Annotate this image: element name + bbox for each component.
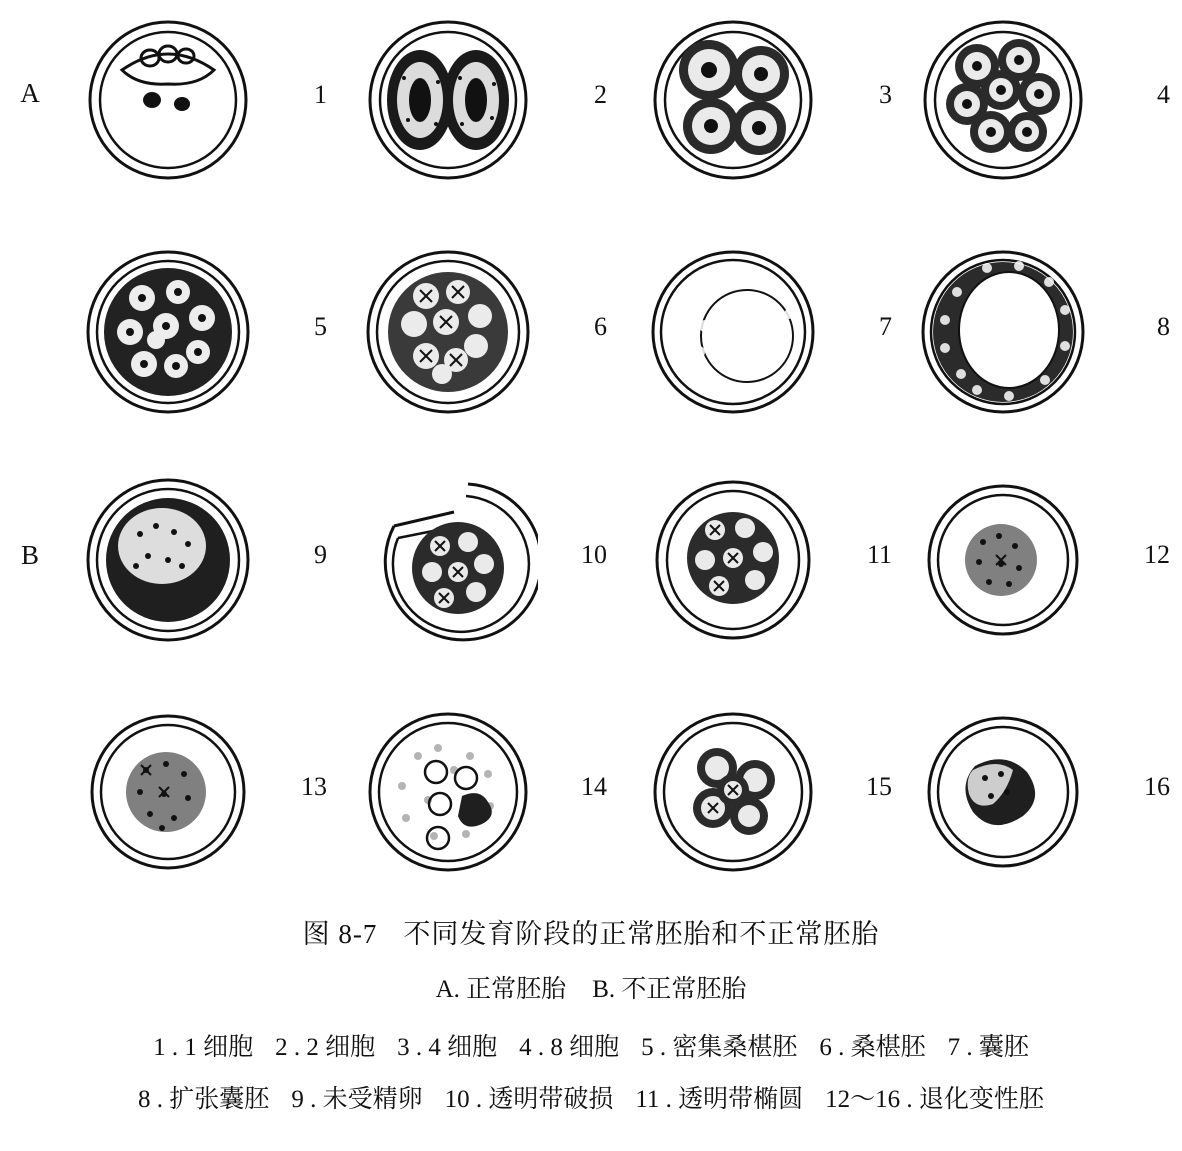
- panel-15: [625, 700, 910, 890]
- embryo-drawing-16: [913, 700, 1093, 885]
- embryo-drawing-8: [913, 240, 1093, 425]
- panel-row-2: [0, 240, 1182, 430]
- legend-item-6: 6 . 桑椹胚: [819, 1034, 926, 1061]
- group-label-a: A: [20, 78, 40, 108]
- legend-item-8: 8 . 扩张囊胚: [138, 1086, 270, 1113]
- embryo-drawing-14: [358, 700, 538, 885]
- embryo-drawing-13: [78, 700, 258, 885]
- panel-row-4: [0, 700, 1182, 890]
- panel-number-4: 4: [1157, 80, 1170, 109]
- panel-number-7: 7: [879, 312, 892, 341]
- legend-line-2: [0, 1079, 1182, 1115]
- panel-number-8: 8: [1157, 312, 1170, 341]
- legend-item-12-16: 12～16 . 退化变性胚: [825, 1086, 1044, 1113]
- panel-number-11: 11: [866, 540, 892, 569]
- legend-item-11: 11 . 透明带椭圆: [635, 1086, 804, 1113]
- panel-number-13: 13: [301, 772, 327, 801]
- embryo-drawing-15: [643, 700, 823, 885]
- panel-13: [60, 700, 345, 890]
- panel-12: [895, 468, 1180, 658]
- panel-number-3: 3: [879, 80, 892, 109]
- legend-item-10: 10 . 透明带破损: [444, 1086, 614, 1113]
- legend-item-3: 3 . 4 细胞: [397, 1034, 498, 1061]
- embryo-drawing-2: [358, 8, 538, 193]
- group-a-legend: A. 正常胚胎: [435, 976, 567, 1003]
- panel-9: [60, 468, 345, 658]
- embryo-drawing-9: [78, 468, 258, 653]
- panel-number-14: 14: [581, 772, 607, 801]
- panel-number-16: 16: [1144, 772, 1170, 801]
- figure-group-legend: [0, 969, 1182, 1005]
- panel-number-5: 5: [314, 312, 327, 341]
- legend-item-4: 4 . 8 细胞: [519, 1034, 620, 1061]
- panel-number-1: 1: [314, 80, 327, 109]
- panel-number-10: 10: [581, 540, 607, 569]
- legend-item-2: 2 . 2 细胞: [275, 1034, 376, 1061]
- legend-line-1: [0, 1027, 1182, 1063]
- panel-10: [340, 468, 625, 658]
- panel-3: [625, 8, 910, 198]
- figure-caption-block: [0, 912, 1182, 1131]
- embryo-drawing-4: [913, 8, 1093, 193]
- figure-title: 不同发育阶段的正常胚胎和不正常胚胎: [403, 919, 880, 949]
- panel-number-6: 6: [594, 312, 607, 341]
- embryo-drawing-5: [78, 240, 258, 425]
- panel-14: [340, 700, 625, 890]
- panel-4: [895, 8, 1180, 198]
- panel-1: [60, 8, 345, 198]
- panel-8: [895, 240, 1180, 430]
- embryo-drawing-10: [358, 468, 538, 653]
- legend-item-1: 1 . 1 细胞: [153, 1034, 254, 1061]
- embryo-drawing-6: [358, 240, 538, 425]
- group-b-legend: B. 不正常胚胎: [592, 976, 747, 1003]
- embryo-drawing-7: [643, 240, 823, 425]
- panel-16: [895, 700, 1180, 890]
- embryo-drawing-3: [643, 8, 823, 193]
- embryo-drawing-12: [913, 468, 1093, 653]
- panel-number-15: 15: [866, 772, 892, 801]
- panel-row-3: [0, 468, 1182, 658]
- panel-number-9: 9: [314, 540, 327, 569]
- panel-2: [340, 8, 625, 198]
- embryo-drawing-11: [643, 468, 823, 653]
- legend-item-9: 9 . 未受精卵: [291, 1086, 423, 1113]
- embryo-drawing-1: [78, 8, 258, 193]
- panel-7: [625, 240, 910, 430]
- legend-item-7: 7 . 囊胚: [947, 1034, 1029, 1061]
- figure-number: 图 8-7: [302, 919, 378, 949]
- group-label-b: B: [20, 540, 39, 570]
- panel-row-1: [0, 8, 1182, 198]
- panel-number-12: 12: [1144, 540, 1170, 569]
- panel-11: [625, 468, 910, 658]
- legend-item-5: 5 . 密集桑椹胚: [641, 1034, 798, 1061]
- panel-5: [60, 240, 345, 430]
- panel-number-2: 2: [594, 80, 607, 109]
- panel-6: [340, 240, 625, 430]
- figure-title-line: [0, 912, 1182, 951]
